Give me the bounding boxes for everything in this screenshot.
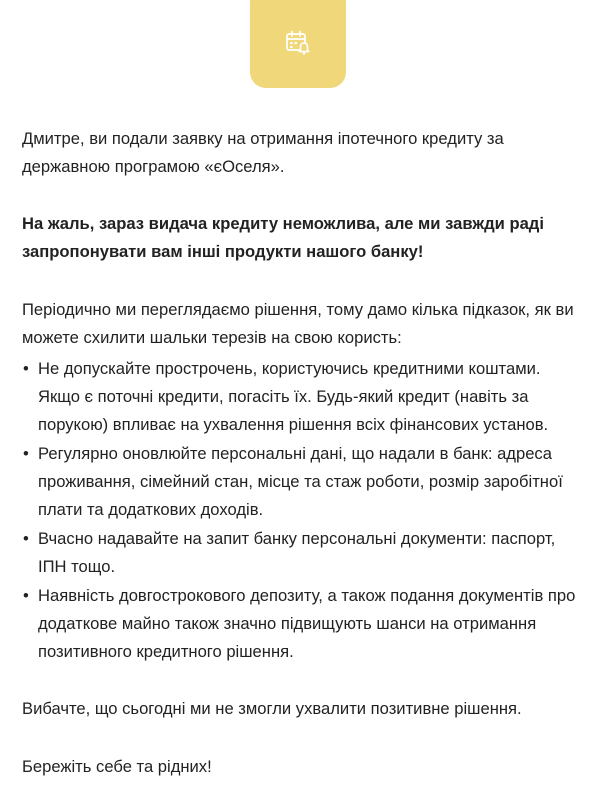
closing-paragraph: Бережіть себе та рідних! — [22, 757, 212, 776]
list-item — [22, 582, 577, 666]
tips-list — [22, 355, 577, 666]
letter-body — [22, 125, 577, 781]
bullet-marker: • — [23, 444, 29, 463]
tip-text: Вчасно надавайте на запит банку персональні документи: паспорт, ІПН тощо. — [38, 529, 556, 576]
tip-text: Не допускайте прострочень, користуючись кредитними коштами. Якщо є поточні кредити, погасіть їх. Будь-який кредит (навіть за порукою) впливає на ухвалення рішення всіх фінансових установ. — [38, 359, 549, 434]
intro-paragraph: Дмитре, ви подали заявку на отримання іпотечного кредиту за державною програмою «єОселя». — [22, 129, 504, 176]
header-icon-tile — [250, 0, 346, 88]
tip-text: Наявність довгострокового депозиту, а також подання документів про додаткове майно також значно підвищують шанси на отримання позитивного кредитного рішення. — [38, 586, 576, 661]
calendar-bell-icon — [284, 29, 312, 57]
rejection-notice: На жаль, зараз видача кредиту неможлива, але ми завжди раді запропонувати вам інші продукти нашого банку! — [22, 214, 544, 261]
list-item — [22, 440, 577, 524]
list-item — [22, 355, 577, 439]
bullet-marker: • — [23, 586, 29, 605]
list-item — [22, 525, 577, 581]
bullet-marker: • — [23, 359, 29, 378]
tips-intro-paragraph: Періодично ми переглядаємо рішення, тому дамо кілька підказок, як ви можете схилити шальки терезів на свою користь: — [22, 300, 574, 347]
tip-text: Регулярно оновлюйте персональні дані, що надали в банк: адреса проживання, сімейний стан, місце та стаж роботи, розмір заробітної плати та додаткових доходів. — [38, 444, 563, 519]
apology-paragraph: Вибачте, що сьогодні ми не змогли ухвалити позитивне рішення. — [22, 699, 522, 718]
bullet-marker: • — [23, 529, 29, 548]
